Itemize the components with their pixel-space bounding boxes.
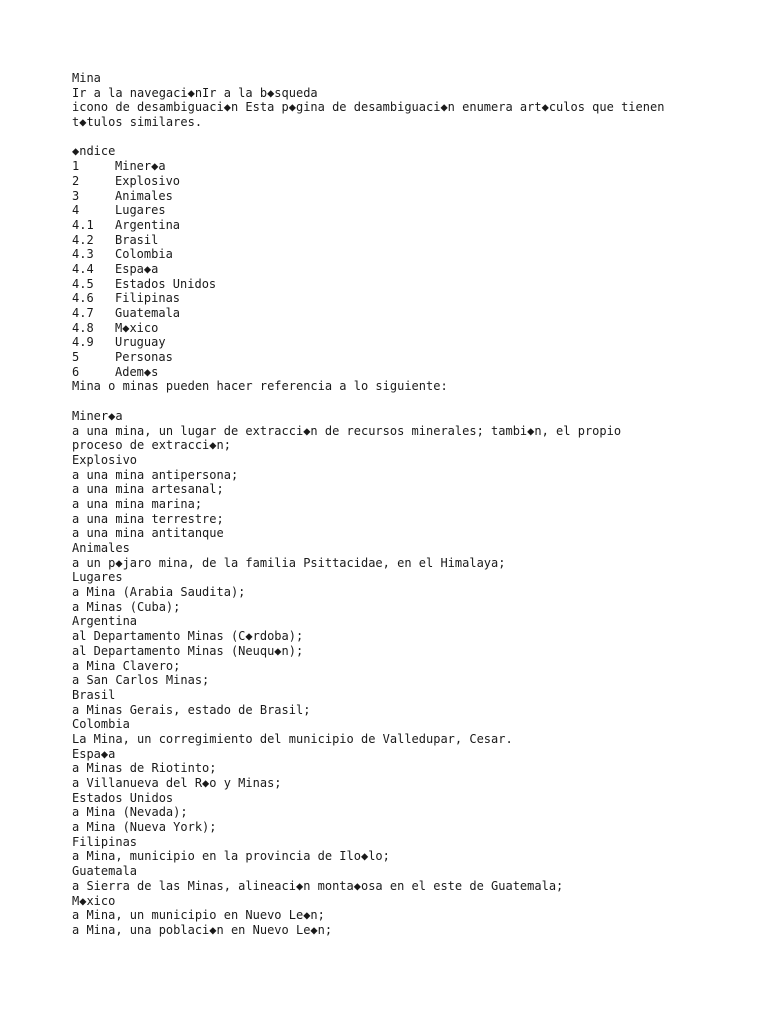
toc-item-number: 4.1 [72,217,94,232]
toc-item[interactable] [72,159,732,174]
toc-item[interactable] [72,233,732,248]
body-line: al Departamento Minas (C◆rdoba); [72,629,304,644]
body-line: a una mina artesanal; [72,482,224,497]
body-line: a Mina, una poblaci◆n en Nuevo Le◆n; [72,922,333,937]
body-line: a San Carlos Minas; [72,673,210,688]
toc-item-label: Uruguay [115,335,166,350]
intro-line: t◆tulos similares. [72,115,203,130]
body-line: a un p◆jaro mina, de la familia Psittacidae, en el Himalaya; [72,555,506,570]
body-line: a Mina, municipio en la provincia de Ilo◆lo; [72,849,390,864]
body-line: Colombia [72,717,130,732]
body-line: al Departamento Minas (Neuqu◆n); [72,643,304,658]
body-line: a Mina, un municipio en Nuevo Le◆n; [72,908,325,923]
toc-item-label: Miner◆a [115,159,166,174]
document-page [72,71,732,938]
table-of-contents [72,144,732,379]
body-line: Argentina [72,614,138,629]
toc-item-number: 4.4 [72,261,94,276]
body-line: Filipinas [72,834,138,849]
toc-item-label: Explosivo [115,173,181,188]
toc-item-number: 4.6 [72,291,94,306]
body-line: a Mina (Nueva York); [72,820,217,835]
body-line: La Mina, un corregimiento del municipio de Valledupar, Cesar. [72,731,513,746]
toc-item[interactable] [72,277,732,292]
body-line: Explosivo [72,452,138,467]
body-line: a Mina Clavero; [72,658,181,673]
toc-item-label: Estados Unidos [115,276,217,291]
toc-heading: ◆ndice [72,144,116,159]
body-line: a una mina marina; [72,496,203,511]
toc-item-label: Lugares [115,203,166,218]
body-line: a una mina antitanque [72,526,224,541]
spacer [72,130,732,145]
toc-item-number: 5 [72,350,80,365]
toc-item[interactable] [72,189,732,204]
body-line: Guatemala [72,864,138,879]
toc-item-number: 6 [72,364,80,379]
toc-item[interactable] [72,335,732,350]
toc-item[interactable] [72,203,732,218]
toc-item[interactable] [72,262,732,277]
toc-item-label: M◆xico [115,320,159,335]
body-line: a Mina (Nevada); [72,805,188,820]
toc-item-number: 3 [72,188,80,203]
body-line: M◆xico [72,893,116,908]
toc-item-number: 4.7 [72,306,94,320]
toc-item-label: Adem◆s [115,364,159,379]
toc-item[interactable] [72,218,732,233]
body-line: Estados Unidos [72,790,174,805]
body-line: a Mina (Arabia Saudita); [72,585,246,600]
navigation-line: Ir a la navegaci◆nIr a la b◆squeda [72,85,318,100]
toc-item-number: 4.5 [72,276,94,291]
toc-item[interactable] [72,174,732,189]
lead-text: Mina o minas pueden hacer referencia a lo siguiente: [72,379,448,394]
spacer [72,394,732,409]
toc-list [72,159,732,379]
body-line: a Minas Gerais, estado de Brasil; [72,702,311,717]
body-line: a una mina antipersona; [72,467,239,482]
document-body [72,409,732,938]
body-line: a una mina, un lugar de extracci◆n de recursos minerales; tambi◆n, el propio [72,423,622,438]
toc-item[interactable] [72,291,732,306]
toc-item[interactable] [72,247,732,262]
toc-item[interactable] [72,321,732,336]
body-line: a Minas (Cuba); [72,599,181,614]
body-line: Miner◆a [72,408,123,423]
toc-item-number: 4.9 [72,335,94,350]
body-line: a una mina terrestre; [72,511,224,526]
toc-item[interactable] [72,365,732,380]
body-line: Espa◆a [72,746,116,761]
toc-item[interactable] [72,306,732,321]
toc-item-number: 4.2 [72,232,94,247]
toc-item-label: Guatemala [115,306,181,320]
toc-item-label: Espa◆a [115,261,159,276]
body-line: proceso de extracci◆n; [72,438,231,453]
intro-line: icono de desambiguaci◆n Esta p◆gina de desambiguaci◆n enumera art◆culos que tienen [72,100,665,115]
toc-item-label: Personas [115,350,173,365]
toc-item-label: Argentina [115,217,181,232]
body-line: a Sierra de las Minas, alineaci◆n monta◆osa en el este de Guatemala; [72,878,564,893]
toc-item-label: Brasil [115,232,159,247]
toc-item-label: Filipinas [115,291,181,306]
body-line: a Minas de Riotinto; [72,761,217,776]
toc-item-number: 4.8 [72,320,94,335]
toc-item-label: Colombia [115,247,173,262]
toc-item-label: Animales [115,188,173,203]
body-line: Brasil [72,687,116,702]
toc-item-number: 4.3 [72,247,94,262]
toc-item[interactable] [72,350,732,365]
page-title: Mina [72,71,101,85]
toc-item-number: 2 [72,173,80,188]
toc-item-number: 1 [72,159,80,174]
toc-item-number: 4 [72,203,80,218]
body-line: Animales [72,541,130,555]
body-line: Lugares [72,570,123,585]
body-line: a Villanueva del R◆o y Minas; [72,776,282,790]
